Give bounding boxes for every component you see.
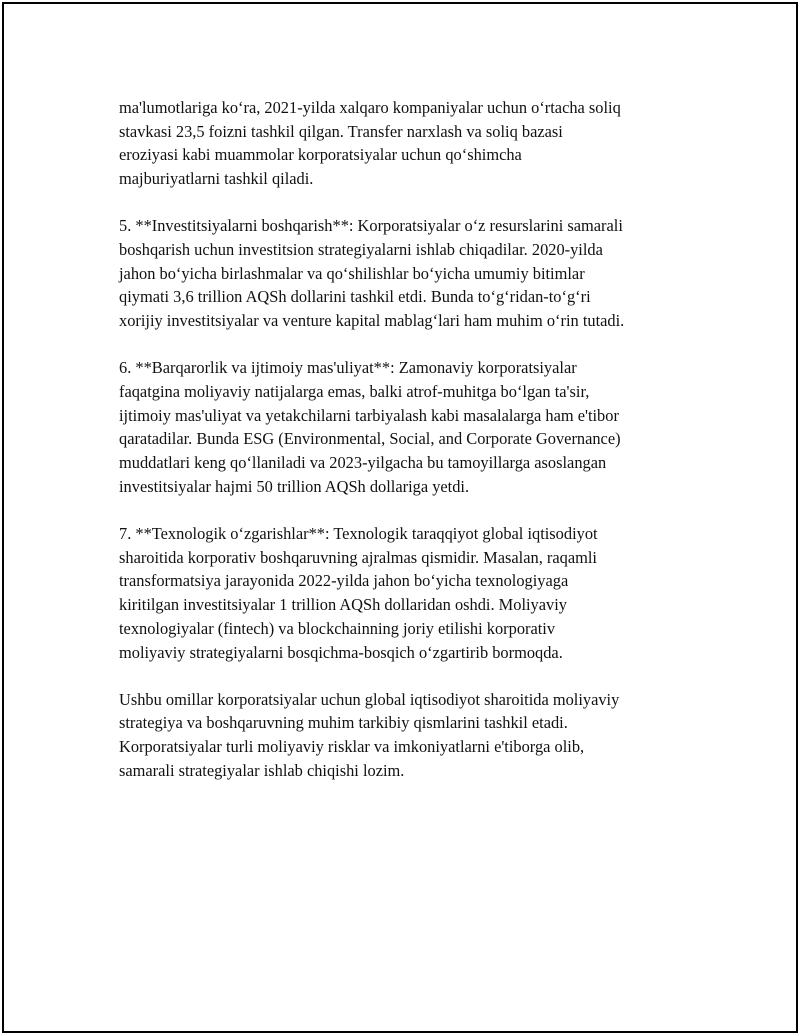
- text-line: strategiya va boshqaruvning muhim tarkibiy qismlarini tashkil etadi.: [119, 713, 568, 733]
- text-line: jahon bo‘yicha birlashmalar va qo‘shilishlar bo‘yicha umumiy bitimlar: [119, 263, 585, 283]
- text-line: samarali strategiyalar ishlab chiqishi lozim.: [119, 760, 405, 780]
- paragraph-technological-change: [119, 522, 699, 664]
- text-line: qaratadilar. Bunda ESG (Environmental, Social, and Corporate Governance): [119, 429, 621, 449]
- text-line: boshqarish uchun investitsion strategiyalarni ishlab chiqadilar. 2020-yilda: [119, 240, 603, 260]
- text-line: 6. **Barqarorlik va ijtimoiy mas'uliyat**: Zamonaviy korporatsiyalar: [119, 358, 577, 378]
- text-line: eroziyasi kabi muammolar korporatsiyalar uchun qo‘shimcha: [119, 145, 522, 165]
- paragraph-investment-management: [119, 214, 699, 333]
- text-line: muddatlari keng qo‘llaniladi va 2023-yilgacha bu tamoyillarga asoslangan: [119, 453, 607, 473]
- text-line: ma'lumotlariga ko‘ra, 2021-yilda xalqaro kompaniyalar uchun o‘rtacha soliq: [119, 98, 621, 117]
- text-line: sharoitida korporativ boshqaruvning ajralmas qismidir. Masalan, raqamli: [119, 547, 597, 567]
- text-line: investitsiyalar hajmi 50 trillion AQSh dollariga yetdi.: [119, 476, 470, 496]
- text-line: stavkasi 23,5 foizni tashkil qilgan. Transfer narxlash va soliq bazasi: [119, 121, 563, 141]
- document-body: [119, 96, 699, 806]
- text-line: transformatsiya jarayonida 2022-yilda jahon bo‘yicha texnologiyaga: [119, 571, 569, 591]
- text-line: 7. **Texnologik o‘zgarishlar**: Texnologik taraqqiyot global iqtisodiyot: [119, 524, 598, 544]
- text-line: Ushbu omillar korporatsiyalar uchun global iqtisodiyot sharoitida moliyaviy: [119, 689, 620, 709]
- text-line: ijtimoiy mas'uliyat va yetakchilarni tarbiyalash kabi masalalarga ham e'tibor: [119, 405, 619, 425]
- text-line: Korporatsiyalar turli moliyaviy risklar va imkoniyatlarni e'tiborga olib,: [119, 737, 585, 757]
- text-line: moliyaviy strategiyalarni bosqichma-bosqich o‘zgartirib bormoqda.: [119, 642, 563, 662]
- text-line: 5. **Investitsiyalarni boshqarish**: Korporatsiyalar o‘z resurslarini samarali: [119, 216, 623, 236]
- text-line: qiymati 3,6 trillion AQSh dollarini tashkil etdi. Bunda to‘g‘ridan-to‘g‘ri: [119, 287, 591, 307]
- document-page: [2, 2, 798, 1033]
- text-line: texnologiyalar (fintech) va blockchainning joriy etilishi korporativ: [119, 618, 556, 638]
- text-line: kiritilgan investitsiyalar 1 trillion AQSh dollaridan oshdi. Moliyaviy: [119, 595, 567, 615]
- text-line: majburiyatlarni tashkil qiladi.: [119, 169, 314, 189]
- paragraph-conclusion: [119, 688, 699, 783]
- text-line: faqatgina moliyaviy natijalarga emas, balki atrof-muhitga bo‘lgan ta'sir,: [119, 382, 590, 402]
- paragraph-sustainability: [119, 356, 699, 498]
- text-line: xorijiy investitsiyalar va venture kapital mablag‘lari ham muhim o‘rin tutadi.: [119, 311, 625, 331]
- paragraph-tax-continuation: [119, 96, 699, 191]
